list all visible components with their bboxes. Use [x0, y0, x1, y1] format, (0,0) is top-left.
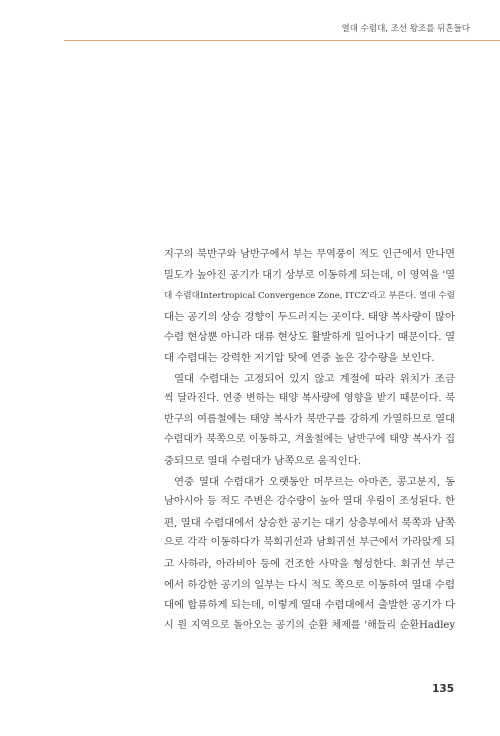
body-line: 대 수렴대는 강력한 저기압 탓에 연중 높은 강수량을 보인다. [164, 351, 435, 364]
body-line: 밀도가 높아진 공기가 대기 상부로 이동하게 되는데, 이 영역을 '열 [164, 269, 456, 281]
body-line: 고 사하라, 아라비아 등에 건조한 사막을 형성한다. 회귀선 부근 [164, 557, 455, 570]
body-line: 씩 달라진다. 연중 변하는 태양 복사량에 영향을 받기 때문이다. 북 [164, 393, 455, 405]
body-line: 에서 하강한 공기의 일부는 다시 적도 쪽으로 이동하여 열대 수렴 [164, 578, 455, 591]
body-line: 수렴대가 북쪽으로 이동하고, 겨울철에는 남반구에 태양 복사가 집 [164, 434, 455, 446]
body-line: 연중 열대 수렴대가 오랫동안 머무르는 아마존, 콩고분지, 동 [174, 475, 455, 488]
body-text [164, 245, 455, 636]
body-line: 중되므로 열대 수렴대가 남쪽으로 움직인다. [164, 454, 362, 467]
body-line: 반구의 여름철에는 태양 복사가 북반구를 강하게 가열하므로 열대 [164, 413, 455, 425]
body-line: 편, 열대 수렴대에서 상승한 공기는 대기 상층부에서 북쪽과 남쪽 [164, 516, 455, 529]
body-line: 으로 각각 이동하다가 북회귀선과 남회귀선 부근에서 가라앉게 되 [164, 537, 455, 549]
page-number: 135 [432, 683, 454, 695]
body-line: 수렴 현상뿐 아니라 대류 현상도 활발하게 일어나기 때문이다. 열 [164, 331, 455, 344]
body-line: 대 수렴대Intertropical Convergence Zone, ITCZ'라고 부른다. 열대 수렴 [164, 291, 455, 302]
body-line: 대에 합류하게 되는데, 이렇게 열대 수렴대에서 출발한 공기가 다 [164, 599, 455, 612]
running-header: 열대 수렴대, 조선 왕조를 뒤흔들다 [341, 24, 470, 34]
body-line: 지구의 북반구와 남반구에서 부는 무역풍이 적도 인근에서 만나면 [164, 249, 455, 260]
body-line: 남아시아 등 적도 주변은 강수량이 높아 열대 우림이 조성된다. 한 [164, 496, 455, 508]
body-line: 대는 공기의 상승 경향이 두드러지는 곳이다. 태양 복사량이 많아 [164, 310, 455, 323]
body-line: 시 원 지역으로 돌아오는 공기의 순환 체제를 '해들리 순환Hadley [164, 619, 455, 631]
body-line: 열대 수렴대는 고정되어 있지 않고 계절에 따라 위치가 조금 [174, 372, 455, 385]
header-rule [64, 40, 500, 41]
